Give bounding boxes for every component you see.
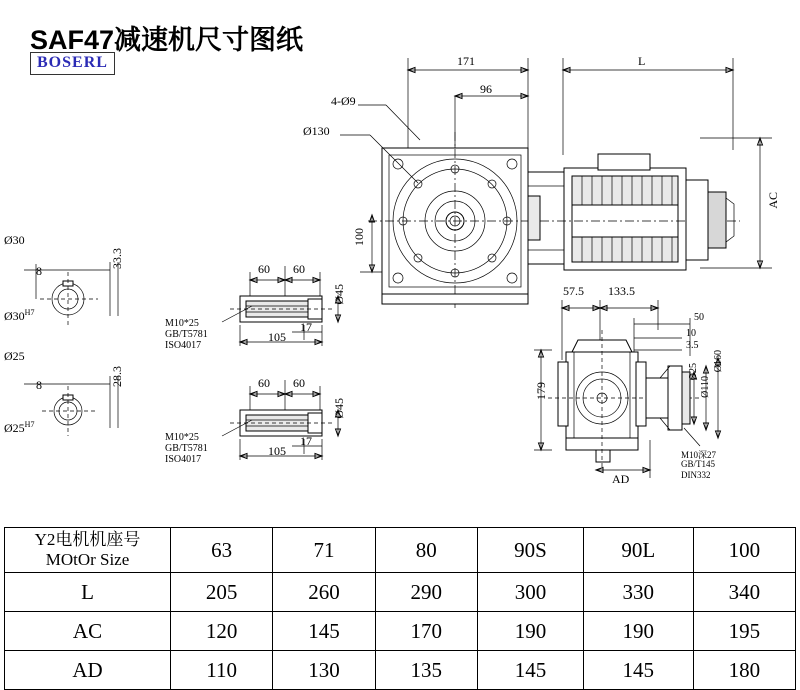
shaft2-thread-1: M10*25 <box>165 432 199 443</box>
table-cell-AD-71: 130 <box>273 651 375 690</box>
table-cell-AC-80: 170 <box>375 612 477 651</box>
table-cell-L-63: 205 <box>171 573 273 612</box>
shaft1-len17: 17 <box>300 320 312 334</box>
table-cell-L-90S: 300 <box>477 573 583 612</box>
shaft2-fit <box>4 420 34 436</box>
dim-179: 179 <box>534 382 548 400</box>
shaft1-fit-dia: Ø30 <box>4 309 25 323</box>
table-cell-AC-71: 145 <box>273 612 375 651</box>
shaft1-thread-1: M10*25 <box>165 318 199 329</box>
table-row-label-L: L <box>5 573 171 612</box>
table-row-label-AC: AC <box>5 612 171 651</box>
shaft1-len60a: 60 <box>258 262 270 276</box>
table-header-label-en: MOtOr Size <box>45 550 130 569</box>
shaft2-thread-2: GB/T5781 <box>165 443 208 454</box>
table-cell-L-90L: 330 <box>583 573 693 612</box>
table-header-label <box>5 528 171 573</box>
shaft2-outer-d: Ø45 <box>332 398 346 419</box>
shaft2-dia: Ø25 <box>4 349 25 363</box>
table-cell-AC-100: 195 <box>693 612 795 651</box>
shaft1-thread-2: GB/T5781 <box>165 329 208 340</box>
table-cell-L-71: 260 <box>273 573 375 612</box>
table-cell-AC-90S: 190 <box>477 612 583 651</box>
dim-shaft-d25: Ø25 <box>688 363 699 381</box>
dim-L: L <box>638 54 646 68</box>
table-header-col-3: 90S <box>477 528 583 573</box>
dim-shaft-d160: Ø160 <box>713 350 724 373</box>
shaft1-fit-tol: H7 <box>24 308 35 317</box>
table-header-col-2: 80 <box>375 528 477 573</box>
shaft2-key-width: 8 <box>36 378 42 392</box>
shaft2-len105: 105 <box>268 444 286 458</box>
shaft2-len60a: 60 <box>258 376 270 390</box>
table-cell-AD-90L: 145 <box>583 651 693 690</box>
thread-note-1: M10深27 <box>681 450 717 460</box>
table-header-col-5: 100 <box>693 528 795 573</box>
dim-shaft-d110: Ø110 <box>700 376 711 398</box>
shaft1-thread-3: ISO4017 <box>165 340 202 351</box>
table-cell-L-80: 290 <box>375 573 477 612</box>
table-cell-AD-80: 135 <box>375 651 477 690</box>
table-cell-L-100: 340 <box>693 573 795 612</box>
dim-57-5: 57.5 <box>563 284 584 298</box>
table-cell-AD-63: 110 <box>171 651 273 690</box>
dim-50: 50 <box>694 312 704 323</box>
table-cell-AC-63: 120 <box>171 612 273 651</box>
shaft2-thread-3: ISO4017 <box>165 454 202 465</box>
dim-d130: Ø130 <box>303 124 330 138</box>
table-header-col-1: 71 <box>273 528 375 573</box>
table-header-col-0: 63 <box>171 528 273 573</box>
shaft1-len105: 105 <box>268 330 286 344</box>
shaft1-key-width: 8 <box>36 264 42 278</box>
shaft1-outer-d: Ø45 <box>332 284 346 305</box>
dim-133-5: 133.5 <box>608 284 635 298</box>
shaft1-dia: Ø30 <box>4 233 25 247</box>
brand-logo: BOSERL <box>30 52 115 75</box>
table-header-row <box>5 528 796 573</box>
table-row <box>5 573 796 612</box>
thread-note-3: DIN332 <box>681 470 711 480</box>
shaft1-fit <box>4 308 34 324</box>
dim-4-d9: 4-Ø9 <box>331 94 356 108</box>
shaft2-len17: 17 <box>300 434 312 448</box>
dim-AC: AC <box>766 192 780 209</box>
page-title: SAF47减速机尺寸图纸 <box>30 25 304 55</box>
table-cell-AD-90S: 145 <box>477 651 583 690</box>
dim-3-5: 3.5 <box>686 340 699 351</box>
shaft1-height: 33.3 <box>110 248 124 269</box>
shaft2-len60b: 60 <box>293 376 305 390</box>
dim-96: 96 <box>480 82 492 96</box>
dim-10: 10 <box>686 328 696 339</box>
dim-AD: AD <box>612 472 630 486</box>
table-cell-AD-100: 180 <box>693 651 795 690</box>
thread-note-2: GB/T145 <box>681 459 716 469</box>
table-header-label-cn: Y2电机机座号 <box>34 530 141 549</box>
table-row <box>5 612 796 651</box>
shaft2-fit-tol: H7 <box>24 420 35 429</box>
table-header-col-4: 90L <box>583 528 693 573</box>
dim-100: 100 <box>352 228 366 246</box>
shaft2-fit-dia: Ø25 <box>4 421 25 435</box>
shaft2-height: 28.3 <box>110 366 124 387</box>
table-row-label-AD: AD <box>5 651 171 690</box>
shaft1-len60b: 60 <box>293 262 305 276</box>
table-cell-AC-90L: 190 <box>583 612 693 651</box>
dim-171: 171 <box>457 54 475 68</box>
spec-table <box>4 527 796 690</box>
